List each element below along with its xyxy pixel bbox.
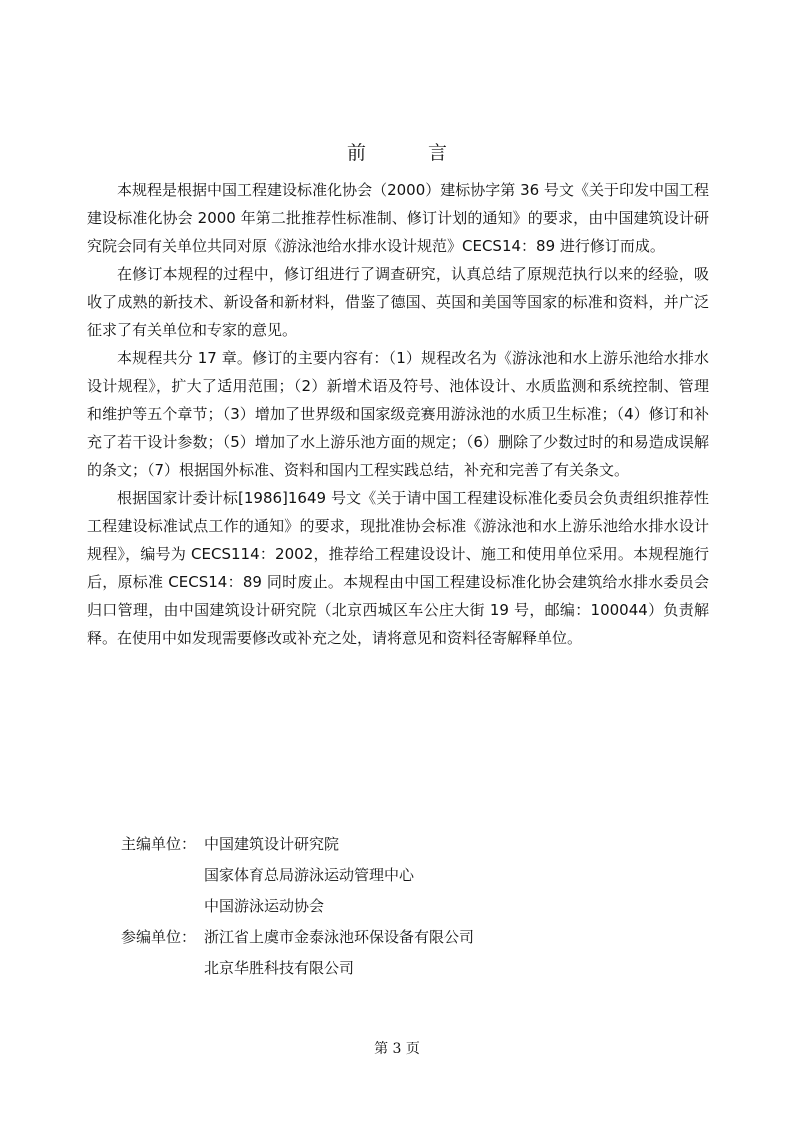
chief-unit-row [121,860,681,891]
page-number: 第 3 页 [374,1041,420,1057]
chief-editor-unit: 中国游泳运动协会 [204,897,325,915]
chief-unit-row [121,829,681,860]
participating-editor-unit: 北京华胜科技有限公司 [204,959,355,977]
participating-editor-label: 参编单位： [121,928,197,946]
participating-unit-row [121,922,681,953]
paragraph-1: 本规程是根据中国工程建设标准化协会（2000）建标协字第 36 号文《关于印发中国工程建设标准化协会 2000 年第二批推荐性标准制、修订计划的通知》的要求，由中国建筑设计研究院会同有关单位共同对原《游泳池给水排水设计规范》CECS14：89 进行修订而成。 [87,181,709,255]
paragraph-3: 本规程共分 17 章。修订的主要内容有：（1）规程改名为《游泳池和水上游乐池给水排水设计规程》，扩大了适用范围；（2）新增术语及符号、池体设计、水质监测和系统控制、管理和维护等五个章节；（3）增加了世界级和国家级竞赛用游泳池的水质卫生标准；（4）修订和补充了若干设计参数；（5）增加了水上游乐池方面的规定；（6）删除了少数过时的和易造成误解的条文；（7）根据国外标准、资料和国内工程实践总结，补充和完善了有关条文。 [87,349,709,479]
participating-unit-row [121,953,681,984]
participating-editor-unit: 浙江省上虞市金泰泳池环保设备有限公司 [204,928,475,946]
paragraph-2: 在修订本规程的过程中，修订组进行了调查研究，认真总结了原规范执行以来的经验，吸收了成熟的新技术、新设备和新材料，借鉴了德国、英国和美国等国家的标准和资料，并广泛征求了有关单位和专家的意见。 [87,265,709,339]
editor-units [121,829,681,984]
page-title: 前 言 [346,142,476,164]
chief-editor-unit: 国家体育总局游泳运动管理中心 [204,866,415,884]
chief-editor-unit: 中国建筑设计研究院 [204,835,340,853]
chief-editor-label: 主编单位： [121,835,197,853]
preface-body [87,176,709,652]
paragraph-4: 根据国家计委计标[1986]1649 号文《关于请中国工程建设标准化委员会负责组织推荐性工程建设标准试点工作的通知》的要求，现批准协会标准《游泳池和水上游乐池给水排水设计规程》，编号为 CECS114：2002，推荐给工程建设设计、施工和使用单位采用。本规程施行后，原标准 CECS14：89 同时废止。本规程由中国工程建设标准化协会建筑给水排水委员会归口管理，由中国建筑设计研究院（北京西城区车公庄大街 19 号，邮编：100044）负责解释。在使用中如发现需要修改或补充之处，请将意见和资料径寄解释单位。 [87,489,709,647]
chief-unit-row [121,891,681,922]
